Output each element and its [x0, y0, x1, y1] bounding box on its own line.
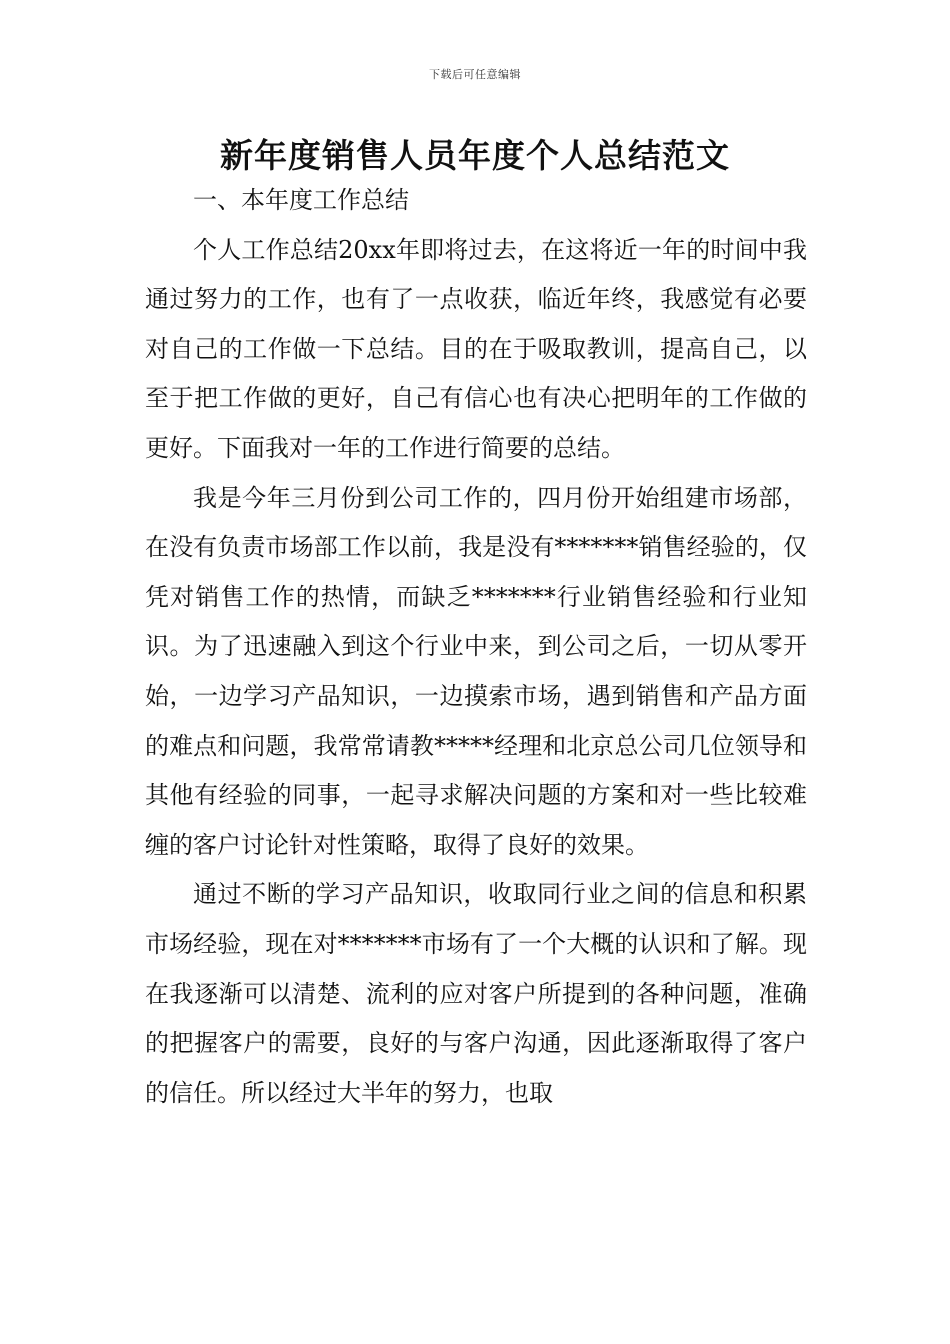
paragraph-1: 个人工作总结20xx年即将过去，在这将近一年的时间中我通过努力的工作，也有了一点收获，临近年终，我感觉有必要对自己的工作做一下总结。目的在于吸取教训，提高自己，以至于把工作做的更好，自己有信心也有决心把明年的工作做的更好。下面我对一年的工作进行简要的总结。	[145, 235, 807, 462]
paragraph-2: 我是今年三月份到公司工作的，四月份开始组建市场部，在没有负责市场部工作以前，我是没有*******销售经验的，仅凭对销售工作的热情，而缺乏*******行业销售经验和行业知识。为了迅速融入到这个行业中来，到公司之后，一切从零开始，一边学习产品知识，一边摸索市场，遇到销售和产品方面的难点和问题，我常常请教*****经理和北京总公司几位领导和其他有经验的同事，一起寻求解决问题的方案和对一些比较难缠的客户讨论针对性策略，取得了良好的效果。	[145, 483, 807, 859]
document-title: 新年度销售人员年度个人总结范文	[220, 136, 730, 175]
header-note: 下载后可任意编辑	[429, 68, 521, 81]
paragraph-3: 通过不断的学习产品知识，收取同行业之间的信息和积累市场经验，现在对*******市场有了一个大概的认识和了解。现在我逐渐可以清楚、流利的应对客户所提到的各种问题，准确的把握客户的需要，良好的与客户沟通，因此逐渐取得了客户的信任。所以经过大半年的努力，也取	[145, 880, 807, 1107]
section-heading: 一、本年度工作总结	[193, 186, 409, 214]
document-body	[145, 176, 807, 1118]
